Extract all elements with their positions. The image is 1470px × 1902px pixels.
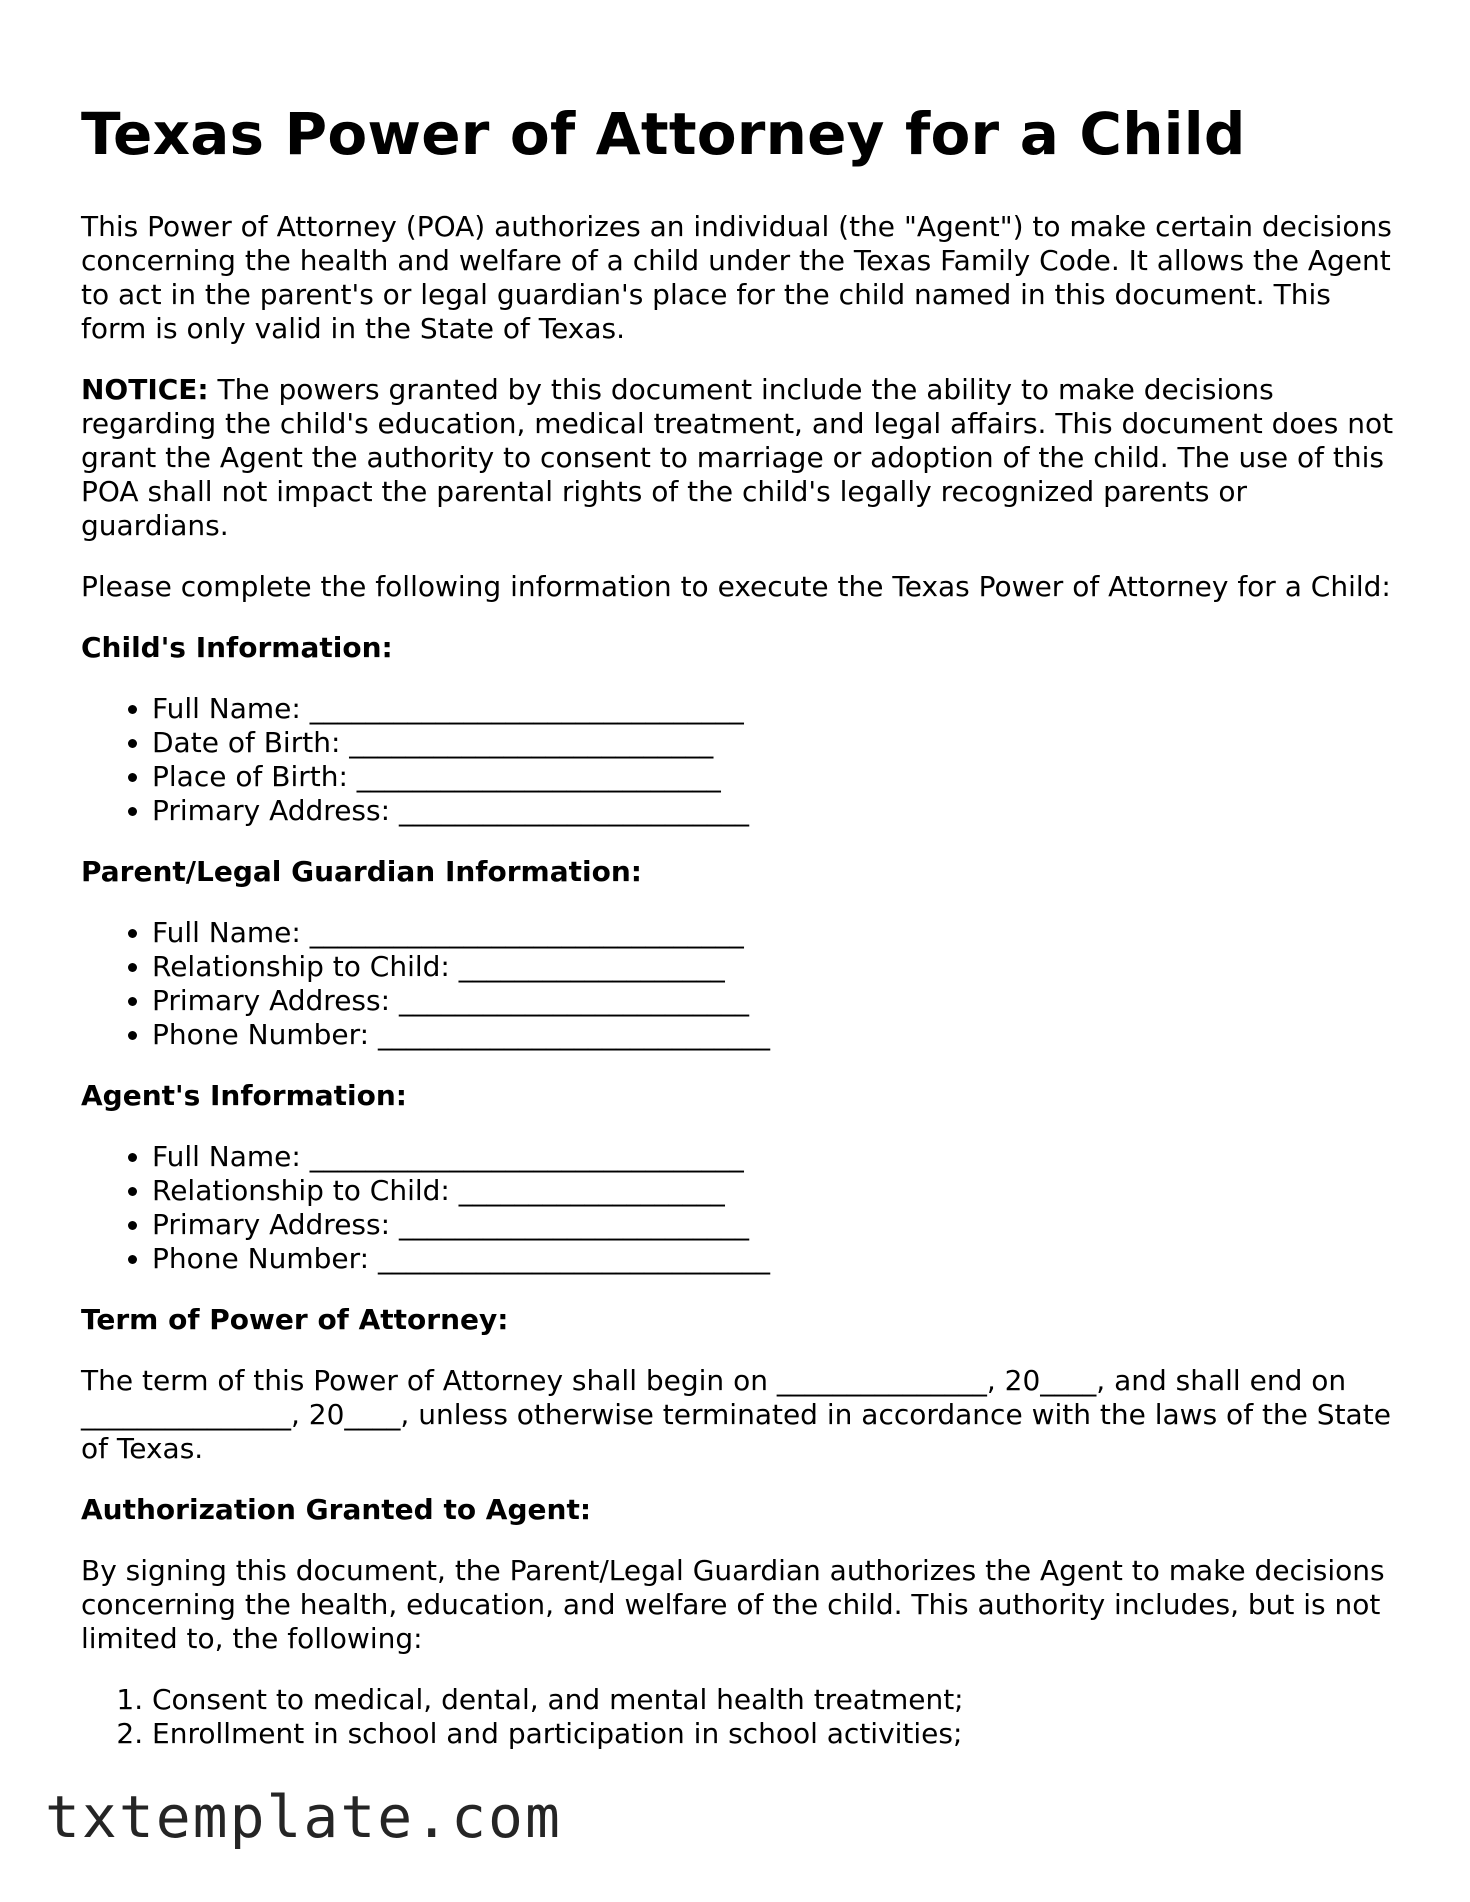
child-info-heading: Child's Information: — [81, 630, 393, 664]
term-paragraph: The term of this Power of Attorney shall begin on _______________, 20____, and shall end on _______________, 20____, unless otherwise terminated in accordance with the laws of the State of Texas. — [81, 1363, 1391, 1465]
agent-phone-field: • Phone Number: ____________________________ — [152, 1242, 1401, 1276]
child-pob-field: • Place of Birth: __________________________ — [152, 760, 1401, 794]
child-address-field: • Primary Address: _________________________ — [152, 794, 1401, 828]
authorization-paragraph: By signing this document, the Parent/Legal Guardian authorizes the Agent to make decisions concerning the health, education, and welfare of the child. This authority includes, but is not limited to, the following: — [81, 1553, 1385, 1655]
authorization-heading: Authorization Granted to Agent: — [81, 1492, 592, 1526]
notice-paragraph — [81, 373, 1401, 543]
intro-paragraph: This Power of Attorney (POA) authorizes an individual (the "Agent") to make certain decisions concerning the health and welfare of a child under the Texas Family Code. It allows the Agent to act in the parent's or legal guardian's place for the child named in this document. This form is only valid in the State of Texas. — [81, 209, 1392, 345]
parent-relationship-field: • Relationship to Child: ___________________ — [152, 950, 1401, 984]
document-title: Texas Power of Attorney for a Child — [81, 100, 1246, 168]
parent-info-list — [81, 916, 1401, 1052]
parent-info-heading: Parent/Legal Guardian Information: — [81, 854, 642, 888]
authorization-item: 1. Consent to medical, dental, and mental health treatment; — [152, 1683, 1401, 1717]
document-page — [81, 100, 1401, 1778]
agent-full-name-field: • Full Name: _______________________________ — [152, 1140, 1401, 1174]
agent-info-list — [81, 1140, 1401, 1276]
notice-label: NOTICE: — [81, 372, 209, 406]
agent-info-heading: Agent's Information: — [81, 1078, 408, 1112]
site-watermark: txtemplate.com — [45, 1783, 562, 1851]
parent-address-field: • Primary Address: _________________________ — [152, 984, 1401, 1018]
agent-address-field: • Primary Address: _________________________ — [152, 1208, 1401, 1242]
parent-phone-field: • Phone Number: ____________________________ — [152, 1018, 1401, 1052]
instructions-paragraph: Please complete the following information to execute the Texas Power of Attorney for a Child: — [81, 569, 1391, 603]
parent-full-name-field: • Full Name: _______________________________ — [152, 916, 1401, 950]
child-full-name-field: • Full Name: _______________________________ — [152, 692, 1401, 726]
authorization-item: 2. Enrollment in school and participation in school activities; — [152, 1717, 1401, 1751]
child-info-list — [81, 692, 1401, 828]
notice-text: The powers granted by this document include the ability to make decisions regarding the child's education, medical treatment, and legal affairs. This document does not grant the Agent the authority to consent to marriage or adoption of the child. The use of this POA shall not impact the parental rights of the child's legally recognized parents or guardians. — [81, 372, 1394, 542]
agent-relationship-field: • Relationship to Child: ___________________ — [152, 1174, 1401, 1208]
term-heading: Term of Power of Attorney: — [81, 1302, 509, 1336]
authorization-list — [81, 1683, 1401, 1751]
child-dob-field: • Date of Birth: __________________________ — [152, 726, 1401, 760]
